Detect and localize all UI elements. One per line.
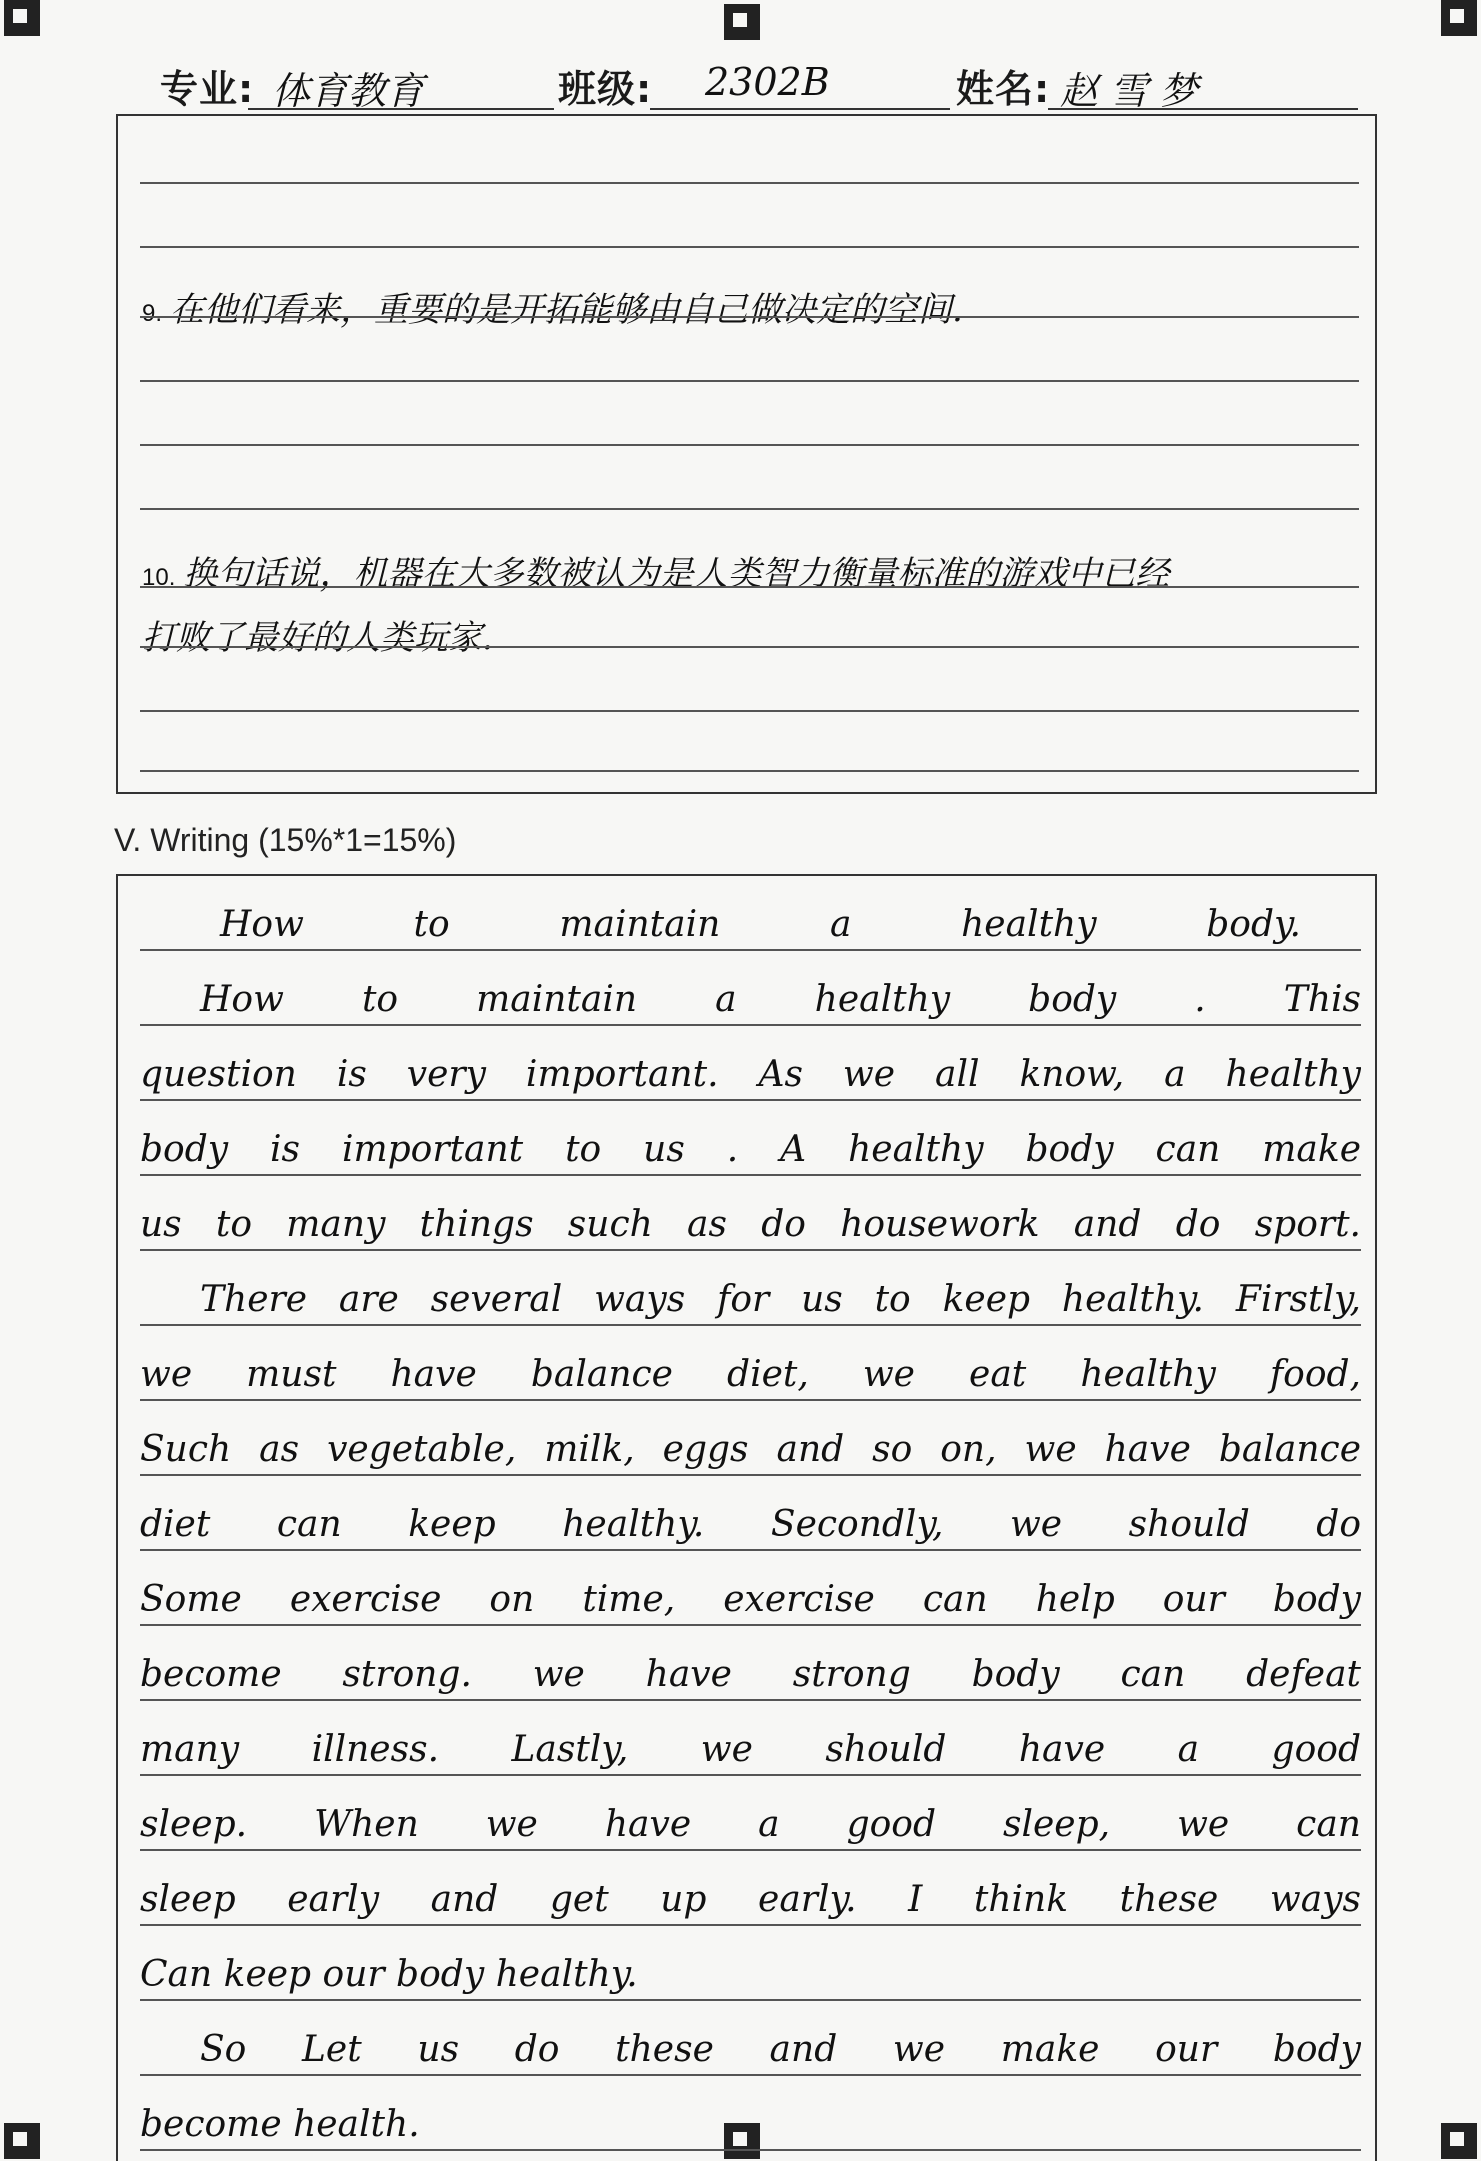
answer-rule — [140, 182, 1359, 184]
essay-line: sleep. When we have a good sleep, we can — [140, 1776, 1361, 1851]
writing-section-title: V. Writing (15%*1=15%) — [114, 822, 457, 858]
essay-line: become health. — [140, 2076, 1361, 2151]
question-10-number: 10. — [142, 564, 176, 591]
student-info-header — [160, 50, 1360, 120]
translation-answer-box — [116, 114, 1377, 794]
name-value: 赵雪梦 — [1060, 69, 1211, 113]
class-value: 2302B — [705, 60, 830, 104]
answer-rule — [140, 646, 1359, 648]
essay-line: body is important to us . A healthy body can make — [140, 1101, 1361, 1176]
answer-rule — [140, 770, 1359, 772]
essay-line: Can keep our body healthy. — [140, 1926, 1361, 2001]
essay-line: So Let us do these and we make our body — [140, 2001, 1361, 2076]
class-label: 班级: — [558, 67, 653, 111]
essay-line: question is very important. As we all know, a healthy — [140, 1026, 1361, 1101]
essay-line: sleep early and get up early. I think these ways — [140, 1851, 1361, 1926]
question-10-text-line-2: 打败了最好的人类玩家. — [142, 618, 493, 658]
answer-rule — [140, 508, 1359, 510]
registration-marker-bottom-right — [1441, 2123, 1477, 2159]
answer-rule — [140, 444, 1359, 446]
essay-line: diet can keep healthy. Secondly, we should do — [140, 1476, 1361, 1551]
registration-marker-bottom-left — [4, 2123, 40, 2159]
registration-marker-top-left — [4, 0, 40, 36]
essay-answer-box — [116, 874, 1377, 2161]
answer-rule — [140, 316, 1359, 318]
major-value: 体育教育 — [272, 69, 425, 113]
essay-line: us to many things such as do housework and do sport. — [140, 1176, 1361, 1251]
essay-line: Such as vegetable, milk, eggs and so on, we have balance — [140, 1401, 1361, 1476]
question-10-text-line-1: 换句话说，机器在大多数被认为是人类智力衡量标准的游戏中已经 — [183, 554, 1170, 594]
essay-line: many illness. Lastly, we should have a good — [140, 1701, 1361, 1776]
major-label: 专业: — [160, 67, 255, 111]
question-9-text: 在他们看来，重要的是开拓能够由自己做决定的空间. — [170, 290, 963, 330]
registration-marker-top-center — [724, 4, 760, 40]
registration-marker-top-right — [1441, 0, 1477, 36]
question-9-number: 9. — [142, 300, 163, 327]
essay-line: How to maintain a healthy body . This — [140, 951, 1361, 1026]
answer-rule — [140, 586, 1359, 588]
essay-line: we must have balance diet, we eat healthy food, — [140, 1326, 1361, 1401]
name-label: 姓名: — [956, 67, 1051, 111]
essay-title-line: How to maintain a healthy body. — [140, 876, 1361, 951]
essay-line: Some exercise on time, exercise can help our body — [140, 1551, 1361, 1626]
essay-line: become strong. we have strong body can defeat — [140, 1626, 1361, 1701]
answer-rule — [140, 246, 1359, 248]
essay-line: There are several ways for us to keep healthy. Firstly, — [140, 1251, 1361, 1326]
answer-rule — [140, 380, 1359, 382]
answer-rule — [140, 710, 1359, 712]
class-underline — [650, 108, 950, 110]
question-9-answer — [142, 282, 963, 331]
